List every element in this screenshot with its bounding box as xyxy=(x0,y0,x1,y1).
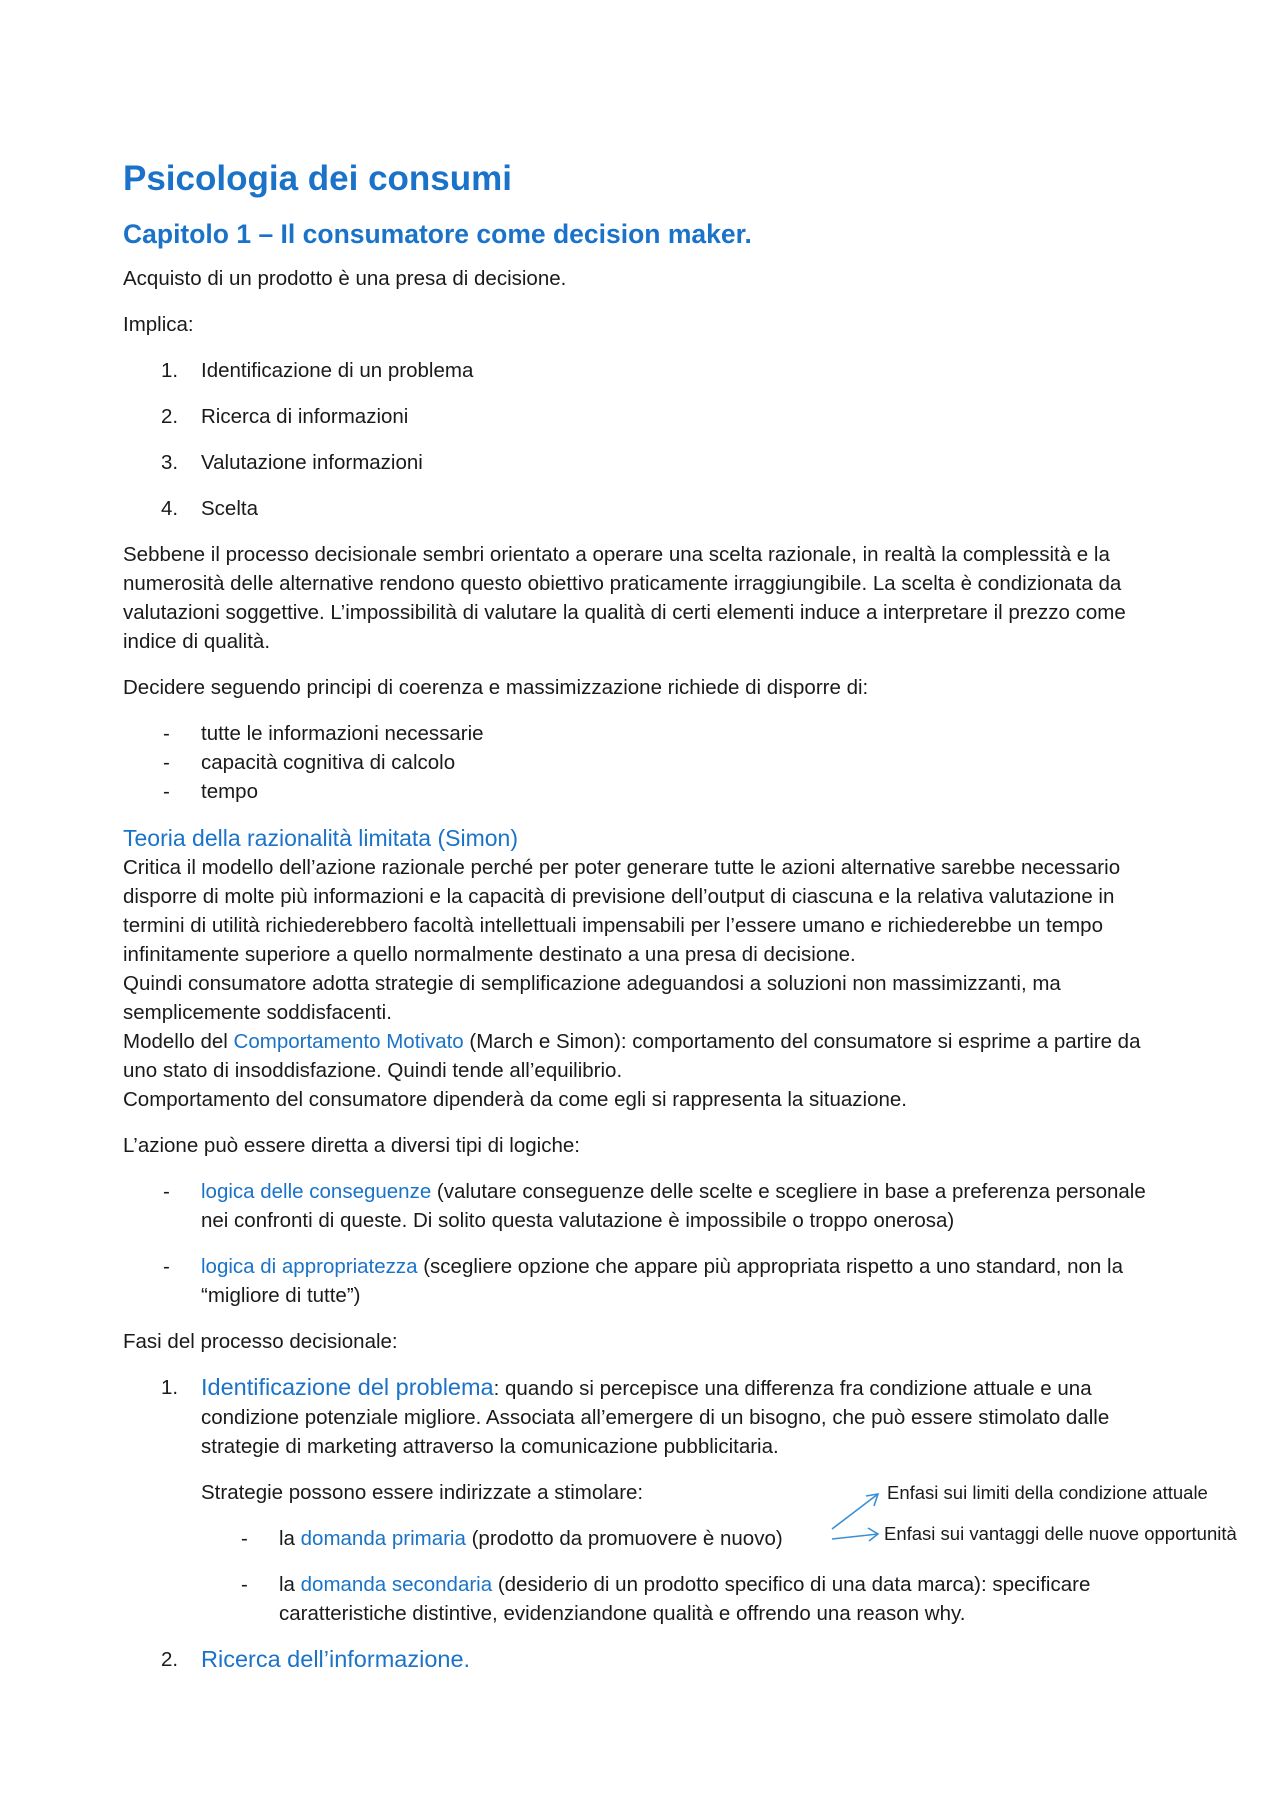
highlighted-term: Identificazione del problema xyxy=(201,1374,494,1400)
list-text: (scegliere opzione che appare più appropriata rispetto a uno standard, non la “migliore di tutte”) xyxy=(201,1255,1123,1307)
implica-label: Implica: xyxy=(123,313,194,336)
list-number: 1. xyxy=(161,359,179,382)
list-text: (valutare conseguenze delle scelte e scegliere in base a preferenza personale nei confronti di queste. Di solito questa valutazione è impossibile o troppo onerosa) xyxy=(201,1180,1146,1232)
annotation-current-condition: Enfasi sui limiti della condizione attuale xyxy=(887,1482,1208,1503)
list-dash: - xyxy=(163,722,170,745)
list-text: tutte le informazioni necessarie xyxy=(201,722,484,745)
list-number: 2. xyxy=(161,405,179,428)
highlighted-term: domanda secondaria xyxy=(300,1573,493,1596)
intro-paragraph: Acquisto di un prodotto è una presa di decisione. xyxy=(123,267,567,290)
simon-paragraph-1: Critica il modello dell’azione razionale perché per poter generare tutte le azioni alternative sarebbe necessario disporre di molte più informazioni e la capacità di previsione dell’output di ciascuna e la relativa valutazione in termini di utilità richiederebbero facoltà intellettuali impensabili per l’essere umano e richiederebbe un tempo infinitamente superiore a quello normalmente destinato a una presa di decisione. xyxy=(123,856,1121,966)
list-text: tempo xyxy=(201,780,258,803)
list-text: Valutazione informazioni xyxy=(201,451,423,474)
list-dash: - xyxy=(241,1527,248,1550)
list-text: Ricerca di informazioni xyxy=(201,405,409,428)
rationality-paragraph: Sebbene il processo decisionale sembri orientato a operare una scelta razionale, in realtà la complessità e la numerosità delle alternative rendono questo obiettivo praticamente irraggiungibile. La scelta è condizionata da valutazioni soggettive. L’impossibilità di valutare la qualità di certi elementi induce a interpretare il prezzo come indice di qualità. xyxy=(123,543,1126,653)
chapter-title: Capitolo 1 – Il consumatore come decision maker xyxy=(123,219,745,249)
arrow-right-icon xyxy=(832,1534,878,1539)
highlighted-term: logica delle conseguenze xyxy=(201,1180,432,1203)
list-dash: - xyxy=(163,751,170,774)
arrow-up-icon xyxy=(832,1494,878,1529)
text-run: Modello del xyxy=(123,1030,234,1053)
list-number: 1. xyxy=(161,1376,179,1399)
list-number: 2. xyxy=(161,1648,179,1671)
annotation-new-opportunities: Enfasi sui vantaggi delle nuove opportunità xyxy=(884,1523,1237,1544)
list-number: 4. xyxy=(161,497,179,520)
highlighted-term: Ricerca dell’informazione. xyxy=(201,1646,471,1672)
logiche-intro: L’azione può essere diretta a diversi tipi di logiche: xyxy=(123,1134,580,1157)
list-text: : quando si percepisce una differenza fra condizione attuale e una condizione potenziale migliore. Associata all’emergere di un bisogno, che può essere stimolato dalle strategie di marketing attraverso la comunicazione pubblicitaria. xyxy=(201,1377,1110,1458)
highlighted-term: logica di appropriatezza xyxy=(201,1255,418,1278)
text-run: (March e Simon): comportamento del consumatore si esprime a partire da uno stato di insoddisfazione. Quindi tende all’equilibrio. xyxy=(123,1030,1141,1082)
list-text: capacità cognitiva di calcolo xyxy=(201,751,456,774)
simon-paragraph-4: Comportamento del consumatore dipenderà da come egli si rappresenta la situazione. xyxy=(123,1088,908,1111)
simon-paragraph-2: Quindi consumatore adotta strategie di semplificazione adeguandosi a soluzioni non massimizzanti, ma semplicemente soddisfacenti. xyxy=(123,972,1061,1024)
strategies-intro: Strategie possono essere indirizzate a stimolare: xyxy=(201,1481,644,1504)
list-dash: - xyxy=(163,1180,170,1203)
highlighted-term: Comportamento Motivato xyxy=(233,1030,464,1053)
simon-heading: Teoria della razionalità limitata (Simon) xyxy=(123,825,518,851)
fasi-intro: Fasi del processo decisionale: xyxy=(123,1330,398,1353)
list-dash: - xyxy=(163,1255,170,1278)
list-text: Scelta xyxy=(201,497,258,520)
list-text: (prodotto da promuovere è nuovo) xyxy=(465,1527,783,1550)
list-number: 3. xyxy=(161,451,179,474)
chapter-title-dot: . xyxy=(744,219,752,249)
document-title: Psicologia dei consumi xyxy=(123,159,512,198)
list-text: (desiderio di un prodotto specifico di una data marca): specificare caratteristiche distintive, evidenziandone qualità e offrendo una reason why. xyxy=(279,1573,1091,1625)
list-dash: - xyxy=(163,780,170,803)
highlighted-term: domanda primaria xyxy=(300,1527,466,1550)
list-text: Identificazione di un problema xyxy=(201,359,474,382)
requirements-intro: Decidere seguendo principi di coerenza e massimizzazione richiede di disporre di: xyxy=(123,676,869,699)
list-dash: - xyxy=(241,1573,248,1596)
text-run: la xyxy=(279,1527,301,1550)
text-run: la xyxy=(279,1573,301,1596)
